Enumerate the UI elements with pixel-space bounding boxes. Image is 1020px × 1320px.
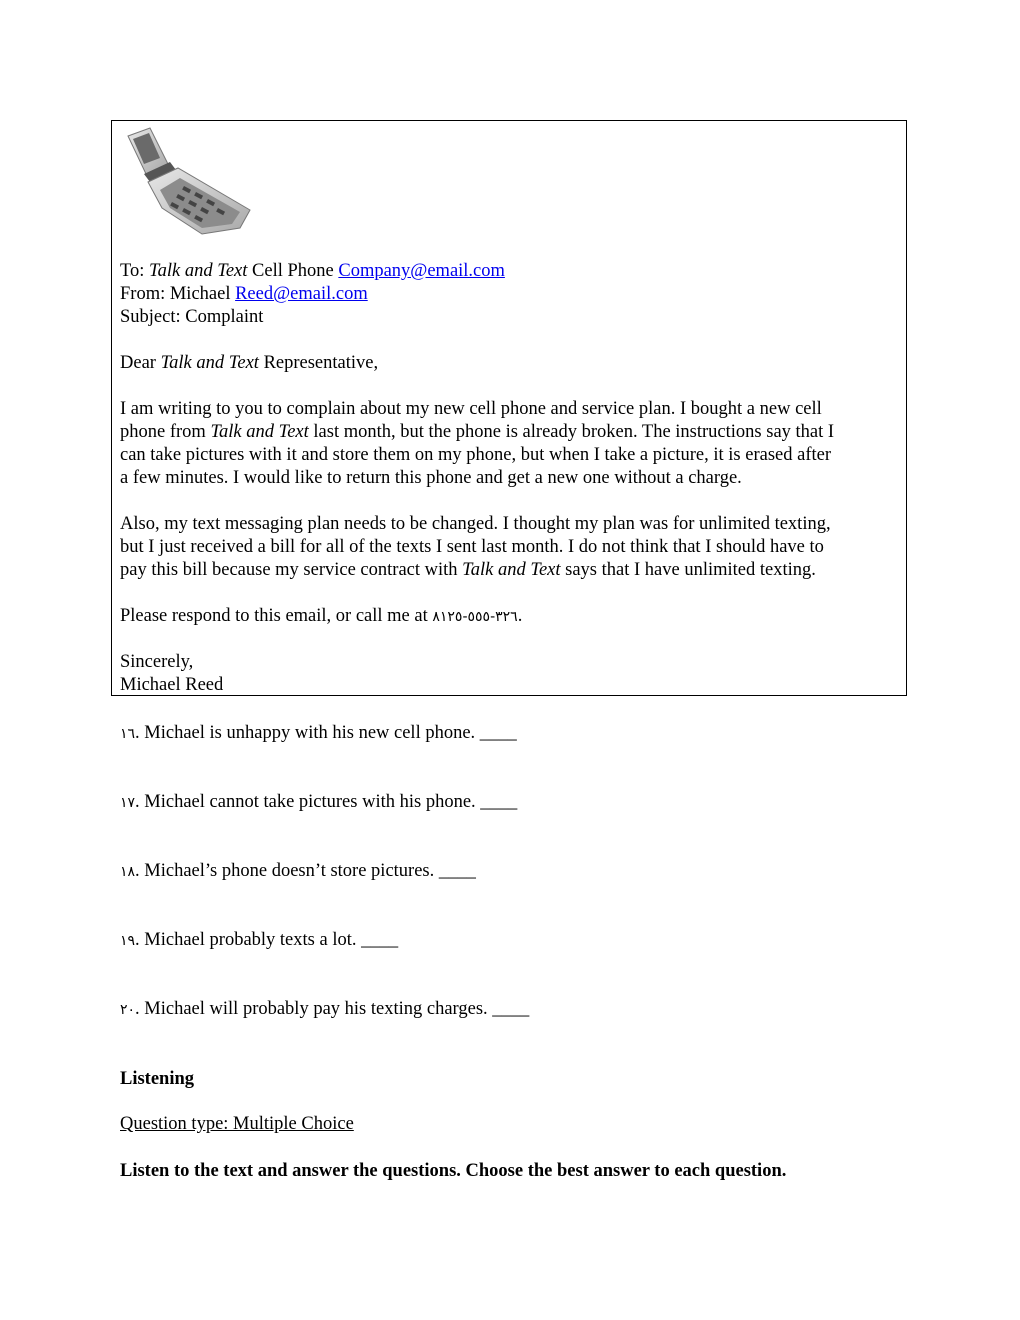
email-signature: Michael Reed [120,675,224,695]
question-text: . Michael cannot take pictures with his phone. ____ [135,792,518,812]
email-closing: Sincerely, [120,652,194,672]
email-paragraph-2: Also, my text messaging plan needs to be changed. I thought my plan was for unlimited texting, but I just received a bill for all of the texts I sent last month. I do not think that I should have to pay this bill because my service contract with Talk and Text says that I have unlimited texting. [120,514,831,580]
question-16 [120,722,517,746]
question-text: . Michael will probably pay his texting charges. ____ [135,999,530,1019]
listening-heading: Listening [120,1069,195,1089]
question-type-label: Question type: Multiple Choice [120,1114,354,1134]
question-text: . Michael’s phone doesn’t store pictures. ____ [135,861,476,881]
question-number: ٢٠ [120,1002,136,1018]
email-from-line: From: Michael Reed@email.com [120,284,368,304]
to-email-link[interactable]: Company@email.com [338,261,505,281]
company-name: Talk and Text [149,261,248,281]
phone-number: ٣٢٦-٥٥٥-٨١٢٥ [432,609,518,625]
question-19 [120,929,398,953]
email-paragraph-1: I am writing to you to complain about my new cell phone and service plan. I bought a new cell phone from Talk and Text last month, but the phone is already broken. The instructions say that I can take pictures with it and store them on my phone, but when I take a picture, it is erased after a few minutes. I would like to return this phone and get a new one without a charge. [120,399,835,488]
question-20 [120,998,529,1022]
email-greeting: Dear Talk and Text Representative, [120,353,379,373]
email-to-line: To: Talk and Text Cell Phone Company@email.com [120,261,505,281]
question-number: ١٨ [120,864,136,880]
question-17 [120,791,517,815]
question-text: . Michael probably texts a lot. ____ [135,930,399,950]
from-email-link[interactable]: Reed@email.com [235,284,368,304]
question-number: ١٧ [120,795,136,811]
listening-instructions: Listen to the text and answer the questions. Choose the best answer to each question. [120,1161,787,1181]
email-paragraph-3: Please respond to this email, or call me at ٣٢٦-٥٥٥-٨١٢٥. [120,606,523,626]
flip-cell-phone-icon [122,124,254,236]
question-number: ١٦ [120,726,136,742]
question-number: ١٩ [120,933,136,949]
question-text: . Michael is unhappy with his new cell phone. ____ [135,723,517,743]
question-18 [120,860,476,884]
email-subject-line: Subject: Complaint [120,307,264,327]
